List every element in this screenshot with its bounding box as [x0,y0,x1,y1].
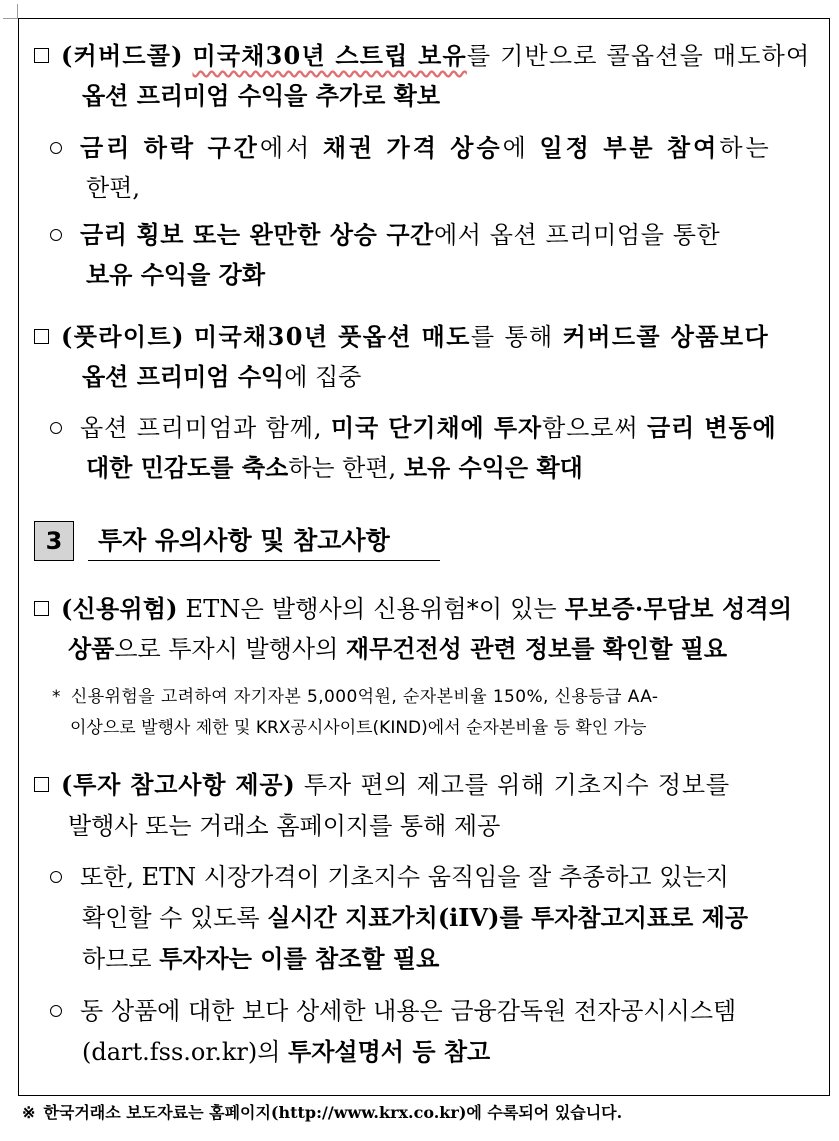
text: 커버드콜 상품보다 [562,322,770,351]
circle-bullet-icon [50,871,62,883]
text: 보유 수익은 확대 [403,453,583,482]
text: 옵션 프리미엄 수익을 추가로 확보 [82,81,440,110]
text: 이상으로 발행사 제한 및 KRX공시사이트(KIND)에서 순자본비율 등 확인 가능 [70,718,647,738]
tag: (신용위험) [61,594,178,623]
square-bullet-icon [34,601,49,616]
credit-risk-line-2 [68,629,727,669]
circle-bullet-icon [50,1005,62,1017]
text: 미국 단기채에 투자 [330,413,543,442]
tag: (커버드콜) [61,41,184,70]
put-write-bullet-1 [50,408,777,448]
note-mark: * [52,687,61,707]
square-bullet-icon [34,329,49,344]
text: 금리 변동에 [646,413,777,442]
text: 미국채30년 풋옵션 매도 [193,322,471,351]
reference-bullet-2 [50,991,736,1031]
text: 보유 수익을 강화 [86,260,265,289]
text: 하는 [719,134,772,162]
text: 투자 편의 제고를 위해 기초지수 정보를 [295,771,730,799]
circle-bullet-icon [50,142,62,154]
reference-bullet-2-line-2 [82,1032,490,1072]
text: ETN은 발행사의 신용위험*이 있는 [177,595,565,623]
credit-risk-line-1 [34,589,792,629]
tag: (풋라이트) [61,322,185,351]
covered-call-bullet-1 [50,128,772,168]
covered-call-line-2 [82,76,440,116]
reference-line-1 [34,765,730,805]
circle-bullet-icon [50,229,62,241]
text: 재무건전성 관련 정보를 확인할 필요 [345,634,728,663]
text: (dart.fss.or.kr)의 [82,1038,289,1066]
covered-call-line-1 [34,36,818,76]
text: 발행사 또는 거래소 홈페이지를 통해 제공 [68,812,501,840]
text: 실시간 지표가치(iIV)를 투자참고지표로 제공 [267,903,749,932]
footer-note [22,1100,622,1123]
credit-risk-footnote-line-2 [70,713,646,743]
circle-bullet-icon [50,422,62,434]
section-number: 3 [34,521,74,561]
text: 에 [502,134,540,162]
text: 에서 [259,134,323,162]
covered-call-bullet-2 [50,215,720,255]
text: 에 집중 [284,363,362,391]
text: 으로 투자시 발행사의 [114,635,346,663]
text: 옵션 프리미엄과 함께, [80,414,331,442]
text: 동 상품에 대한 보다 상세한 내용은 금융감독원 전자공시시스템 [80,997,737,1025]
text: 하므로 [82,945,160,973]
text: 에서 옵션 프리미엄을 통한 [433,221,721,249]
section-title: 투자 유의사항 및 참고사항 [88,521,440,561]
put-write-line-2 [82,357,361,397]
text: 옵션 프리미엄 수익 [82,362,285,391]
put-write-bullet-1-line-2 [86,448,583,488]
text: 신용위험을 고려하여 자기자본 5,000억원, 순자본비율 150%, 신용등급 AA- [70,687,659,707]
text: 하는 한편, [288,454,404,482]
text: 투자설명서 등 참고 [288,1037,491,1066]
square-bullet-icon [34,48,49,63]
text: 금리 하락 구간 [80,133,260,162]
reference-bullet-1 [50,857,729,897]
corner-mark [3,4,18,19]
reference-bullet-1-line-2 [82,898,748,938]
text: 투자자는 이를 참조할 필요 [159,944,440,973]
text: 또한, ETN 시장가격이 기초지수 움직임을 잘 추종하고 있는지 [80,863,729,891]
text: 를 통해 [470,323,563,351]
tag: (투자 참고사항 제공) [61,770,296,799]
text: 함으로써 [542,414,647,442]
text: 한편, [86,174,140,202]
reference-line-2 [68,806,500,846]
text: 채권 가격 상승 [322,133,503,162]
reference-bullet-1-line-3 [82,939,439,979]
text: 상품 [68,634,115,663]
footer-mark: ※ [22,1103,36,1122]
covered-call-bullet-1-line-2 [86,168,140,208]
text: 금리 횡보 또는 완만한 상승 구간 [80,220,434,249]
square-bullet-icon [34,777,49,792]
text: 를 기반으로 콜옵션을 매도하여 [466,42,811,70]
text: 대한 민감도를 축소 [86,453,289,482]
covered-call-bullet-2-line-2 [86,255,265,295]
credit-risk-footnote-line-1 [52,682,658,712]
text: 미국채30년 스트립 보유 [192,41,467,70]
text: 확인할 수 있도록 [82,904,268,932]
put-write-line-1 [34,317,769,357]
text: 일정 부분 참여 [539,133,720,162]
text: 무보증·무담보 성격의 [564,594,793,623]
footer-text: 한국거래소 보도자료는 홈페이지(http://www.krx.co.kr)에 수록되어 있습니다. [43,1103,623,1122]
